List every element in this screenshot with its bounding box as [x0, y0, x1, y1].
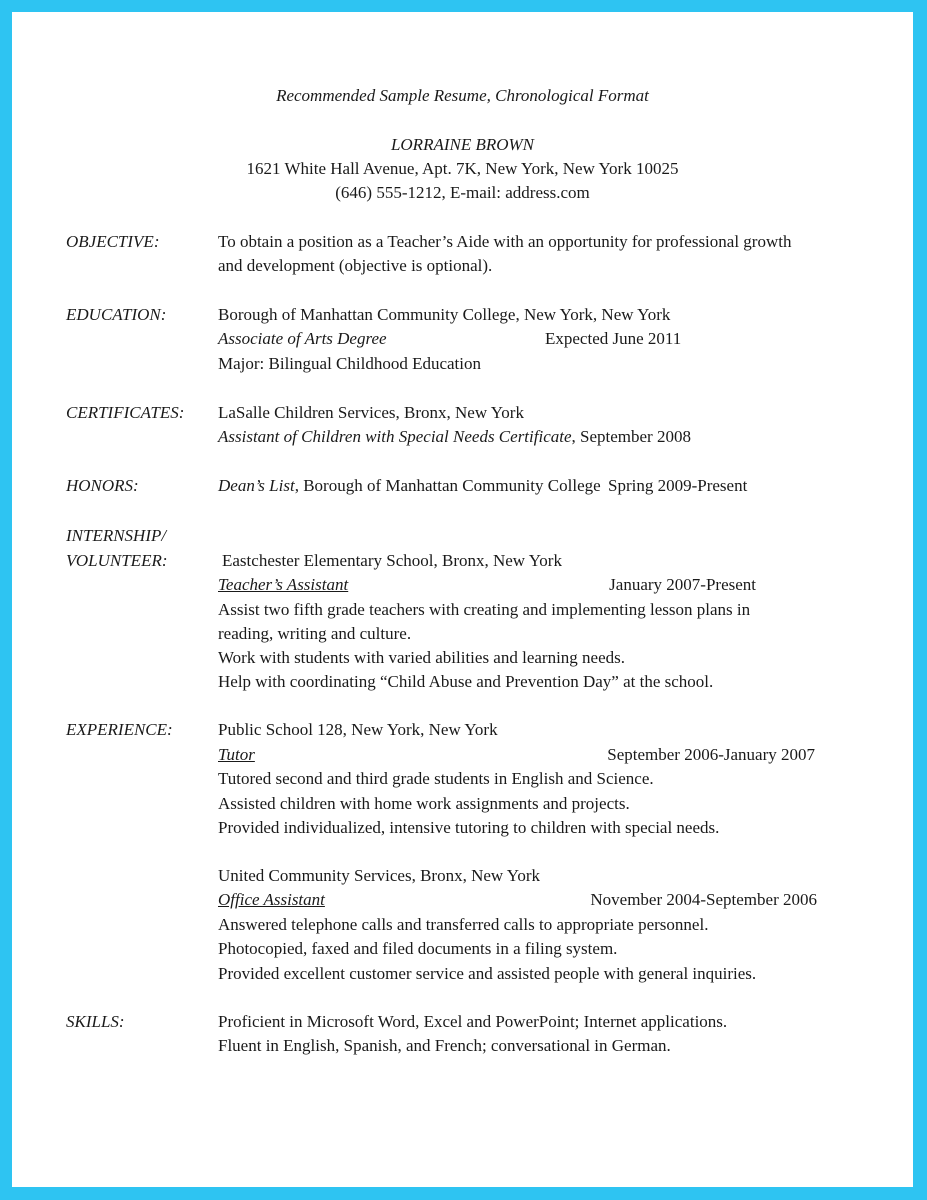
- job-location: , New York, New York: [342, 720, 498, 739]
- internship-label: INTERNSHIP/: [66, 526, 167, 545]
- job-duty: Answered telephone calls and transferred calls to appropriate personnel.: [218, 915, 709, 934]
- certificate-name: Assistant of Children with Special Needs Certificate: [218, 427, 572, 446]
- objective-text-line: To obtain a position as a Teacher’s Aide with an opportunity for professional growth: [218, 232, 792, 251]
- applicant-contact: (646) 555-1212, E-mail: address.com: [335, 183, 590, 202]
- skill-line: Proficient in Microsoft Word, Excel and PowerPoint; Internet applications.: [218, 1012, 728, 1031]
- job-duty: Provided excellent customer service and assisted people with general inquiries.: [218, 964, 757, 983]
- resume-page: [12, 12, 913, 1187]
- applicant-address: 1621 White Hall Avenue, Apt. 7K, New York, New York 10025: [246, 159, 679, 178]
- job-role: Office Assistant: [218, 890, 325, 909]
- job-org: United Community Services: [218, 866, 412, 885]
- job-duty: Photocopied, faxed and filed documents in a filing system.: [218, 939, 618, 958]
- honors-line: [218, 476, 601, 496]
- objective-text-line: and development (objective is optional).: [218, 256, 493, 275]
- education-school: Borough of Manhattan Community College: [218, 305, 516, 324]
- internship-date: January 2007-Present: [609, 575, 756, 594]
- education-location: , New York, New York: [515, 305, 671, 324]
- education-major: Major: Bilingual Childhood Education: [218, 354, 482, 373]
- honors-title: Dean’s List: [218, 476, 295, 495]
- honors-date: Spring 2009-Present: [608, 476, 748, 495]
- document-title: Recommended Sample Resume, Chronological Format: [276, 86, 649, 105]
- honors-school: , Borough of Manhattan Community College: [294, 476, 601, 495]
- job-date: September 2006-January 2007: [607, 745, 815, 764]
- skill-line: Fluent in English, Spanish, and French; conversational in German.: [218, 1036, 671, 1055]
- certificates-label: CERTIFICATES:: [66, 403, 185, 422]
- education-degree: Associate of Arts Degree: [218, 329, 387, 348]
- internship-org: Eastchester Elementary School: [222, 551, 434, 570]
- internship-duty: Assist two fifth grade teachers with creating and implementing lesson plans in: [218, 600, 751, 619]
- job-location: , Bronx, New York: [411, 866, 541, 885]
- job-org-line: [218, 866, 540, 886]
- job-role: Tutor: [218, 745, 255, 764]
- experience-label: EXPERIENCE:: [66, 720, 173, 739]
- objective-label: OBJECTIVE:: [66, 232, 160, 251]
- applicant-name: LORRAINE BROWN: [390, 135, 535, 154]
- skills-label: SKILLS:: [66, 1012, 125, 1031]
- education-school-line: [218, 305, 670, 325]
- certificate-org: LaSalle Children Services, Bronx, New York: [218, 403, 524, 422]
- internship-duty: Help with coordinating “Child Abuse and Prevention Day” at the school.: [218, 672, 714, 691]
- education-label: EDUCATION:: [66, 305, 167, 324]
- volunteer-label: VOLUNTEER:: [66, 551, 168, 570]
- job-org-line: [218, 720, 498, 740]
- certificate-date: , September 2008: [571, 427, 691, 446]
- internship-duty: Work with students with varied abilities and learning needs.: [218, 648, 626, 667]
- internship-org-line: [222, 551, 562, 571]
- job-duty: Assisted children with home work assignments and projects.: [218, 794, 630, 813]
- internship-duty: reading, writing and culture.: [218, 624, 412, 643]
- job-duty: Provided individualized, intensive tutoring to children with special needs.: [218, 818, 720, 837]
- job-org: Public School 128: [218, 720, 343, 739]
- job-duty: Tutored second and third grade students in English and Science.: [218, 769, 654, 788]
- internship-location: , Bronx, New York: [433, 551, 562, 570]
- internship-role: Teacher’s Assistant: [218, 575, 349, 594]
- education-date: Expected June 2011: [545, 329, 682, 348]
- job-date: November 2004-September 2006: [590, 890, 817, 909]
- certificate-line: [218, 427, 691, 447]
- honors-label: HONORS:: [66, 476, 139, 495]
